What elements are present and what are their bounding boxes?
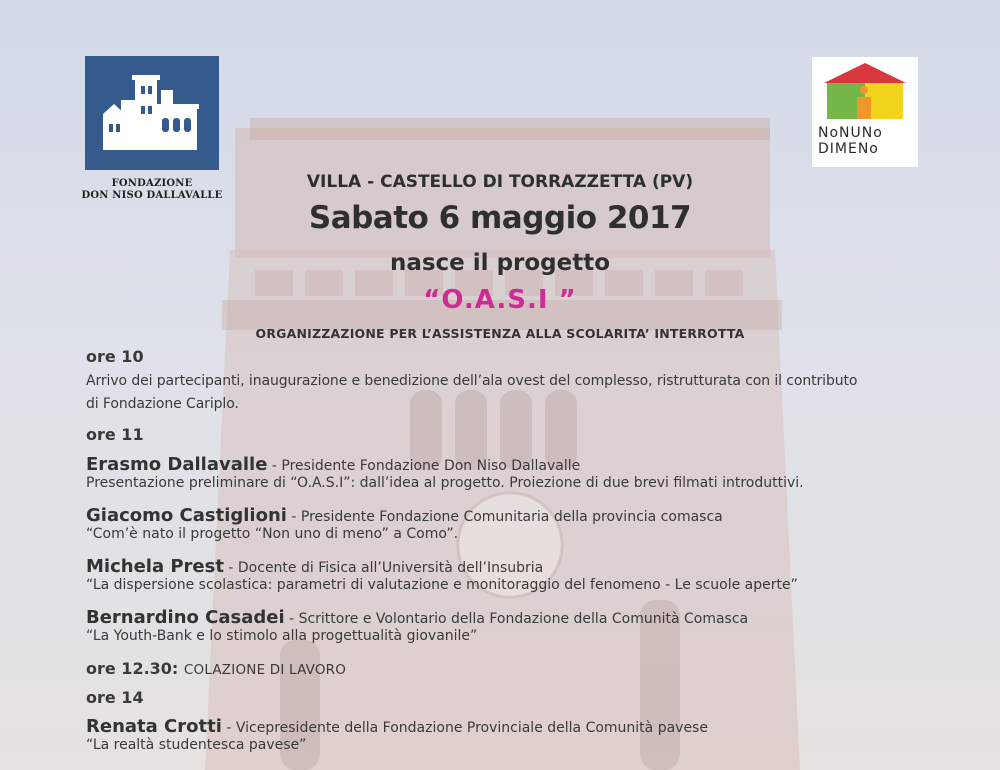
speaker-role: - Scrittore e Volontario della Fondazione della Comunità Comasca [284, 611, 749, 627]
speaker-name: Erasmo Dallavalle [86, 454, 268, 475]
non-uno-di-meno-wordmark: NoNUNo DIMENo [818, 125, 883, 157]
speaker-item [86, 716, 966, 753]
foundation-name-line2: DON NISO DALLAVALLE [81, 190, 223, 201]
speaker-role: - Docente di Fisica all’Università dell’Insubria [223, 560, 544, 576]
speaker-role: - Presidente Fondazione Don Niso Dallavalle [267, 458, 581, 474]
speaker-name: Bernardino Casadei [86, 607, 285, 628]
speaker-name: Giacomo Castiglioni [86, 505, 287, 526]
speaker-role: - Vicepresidente della Fondazione Provinciale della Comunità pavese [221, 720, 708, 736]
speaker-item [86, 607, 966, 644]
foundation-logo [85, 56, 219, 170]
speaker-talk: “La Youth-Bank e lo stimolo alla progettualità giovanile” [86, 628, 478, 644]
session-time-14: ore 14 [86, 688, 144, 707]
speaker-role: - Presidente Fondazione Comunitaria della provincia comasca [286, 509, 723, 525]
session-time-11: ore 11 [86, 425, 144, 444]
event-subtitle: nasce il progetto [389, 250, 611, 276]
speaker-item [86, 505, 966, 542]
speaker-name: Renata Crotti [86, 716, 222, 737]
non-uno-di-meno-logo [812, 57, 918, 167]
speaker-item [86, 556, 966, 593]
project-acronym-meaning: ORGANIZZAZIONE PER L’ASSISTENZA ALLA SCOLARITA’ INTERROTTA [255, 326, 745, 341]
speaker-talk: “La dispersione scolastica: parametri di valutazione e monitoraggio del fenomeno - Le scuole aperte” [86, 577, 798, 593]
speaker-name: Michela Prest [86, 556, 224, 577]
event-date: Sabato 6 maggio 2017 [308, 200, 692, 236]
house-icon [812, 57, 918, 125]
speaker-talk: “Com’è nato il progetto “Non uno di meno” a Como”. [86, 526, 459, 542]
speaker-talk: “La realtà studentesca pavese” [86, 737, 307, 753]
speaker-item [86, 454, 966, 491]
session-10-description [86, 370, 966, 416]
castle-icon [85, 56, 219, 170]
foundation-name-line1: FONDAZIONE [111, 178, 193, 189]
lunch-break [86, 659, 966, 678]
session-time-1230: ore 12.30 [86, 659, 172, 678]
session-10-description-line1: Arrivo dei partecipanti, inaugurazione e benedizione dell’ala ovest del complesso, ristrutturata con il contributo [86, 373, 858, 389]
lunch-label: COLAZIONE DI LAVORO [183, 662, 347, 678]
lunch-separator: : [171, 659, 184, 678]
session-10-description-line2: di Fondazione Cariplo. [86, 396, 239, 412]
session-time-10: ore 10 [86, 347, 144, 366]
project-name: “O.A.S.I ” [423, 285, 577, 315]
speaker-talk: Presentazione preliminare di “O.A.S.I”: dall’idea al progetto. Proiezione di due brevi filmati introduttivi. [86, 475, 804, 491]
event-venue: VILLA - CASTELLO DI TORRAZZETTA (PV) [306, 172, 694, 192]
